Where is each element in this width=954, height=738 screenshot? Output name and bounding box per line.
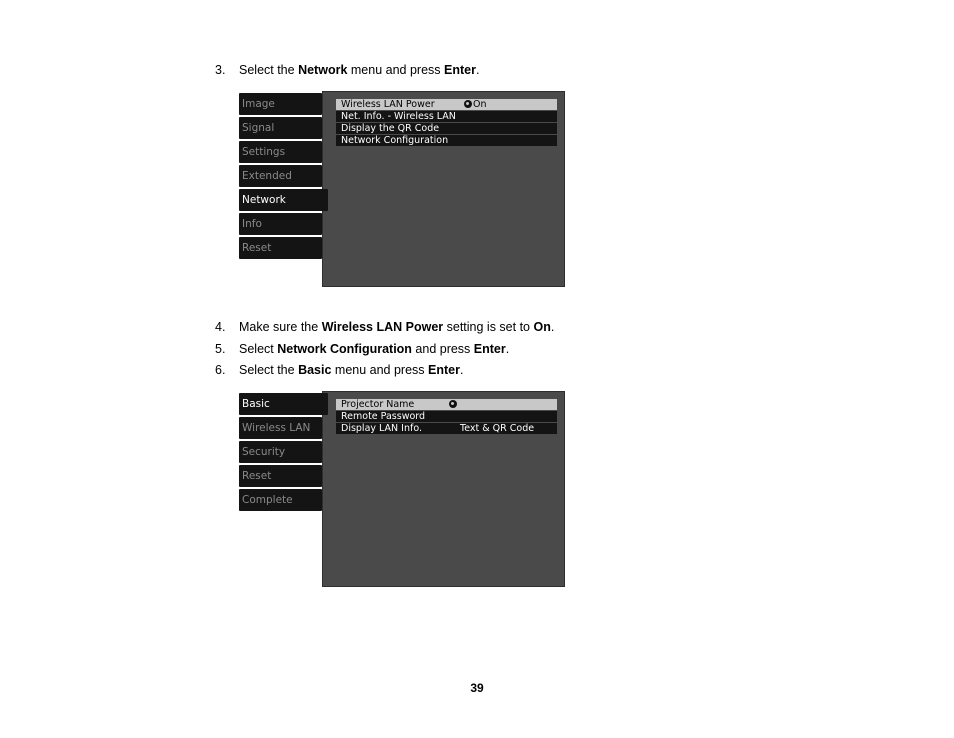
menu-name: Network [298,63,348,77]
menu-name: Network Configuration [277,342,412,356]
step-number: 3. [215,63,226,77]
page-number: 39 [470,681,484,695]
menu-row-wireless-lan-power[interactable]: Wireless LAN Power On [336,99,557,110]
osd-menu-network-configuration [239,391,565,587]
menu-row-display-lan-info[interactable]: Display LAN Info. Text & QR Code [336,423,557,434]
sidebar-item-reset[interactable]: Reset [239,465,322,487]
step-3: 3. Select the Network menu and press Enter. [215,63,480,77]
setting-name: Wireless LAN Power [321,320,444,334]
menu-row-remote-password[interactable]: Remote Password [336,411,557,422]
key-name: Enter [428,363,460,377]
menu-row-projector-name[interactable]: Projector Name [336,399,557,410]
sidebar-item-wireless-lan[interactable]: Wireless LAN [239,417,322,439]
step-number: 6. [215,363,226,377]
step-5: 5. Select Network Configuration and press Enter. [215,342,510,356]
step-6: 6. Select the Basic menu and press Enter. [215,363,464,377]
setting-indicator-icon [449,400,457,408]
menu-rows [336,99,557,147]
sidebar-item-complete[interactable]: Complete [239,489,322,511]
key-name: Enter [444,63,476,77]
menu-row-display-qr[interactable]: Display the QR Code [336,123,557,134]
setting-indicator-icon [464,100,472,108]
menu-row-net-info[interactable]: Net. Info. - Wireless LAN [336,111,557,122]
sidebar-item-settings[interactable]: Settings [239,141,322,163]
sidebar-item-basic[interactable]: Basic [239,393,328,415]
key-name: Enter [473,342,506,356]
setting-value: On [533,320,551,334]
sidebar-item-reset[interactable]: Reset [239,237,322,259]
sidebar-item-network[interactable]: Network [239,189,328,211]
menu-panel [322,391,565,587]
step-number: 5. [215,342,226,356]
sidebar-item-info[interactable]: Info [239,213,322,235]
osd-menu-network [239,91,565,287]
menu-panel [322,91,565,287]
menu-row-network-configuration[interactable]: Network Configuration [336,135,557,146]
step-number: 4. [215,320,226,334]
sidebar-item-image[interactable]: Image [239,93,322,115]
setting-value: Text & QR Code [460,423,535,434]
menu-name: Basic [298,363,332,377]
sidebar-item-security[interactable]: Security [239,441,322,463]
sidebar-item-signal[interactable]: Signal [239,117,322,139]
menu-rows [336,399,557,435]
step-4: 4. Make sure the Wireless LAN Power setting is set to On. [215,320,555,334]
sidebar-item-extended[interactable]: Extended [239,165,322,187]
